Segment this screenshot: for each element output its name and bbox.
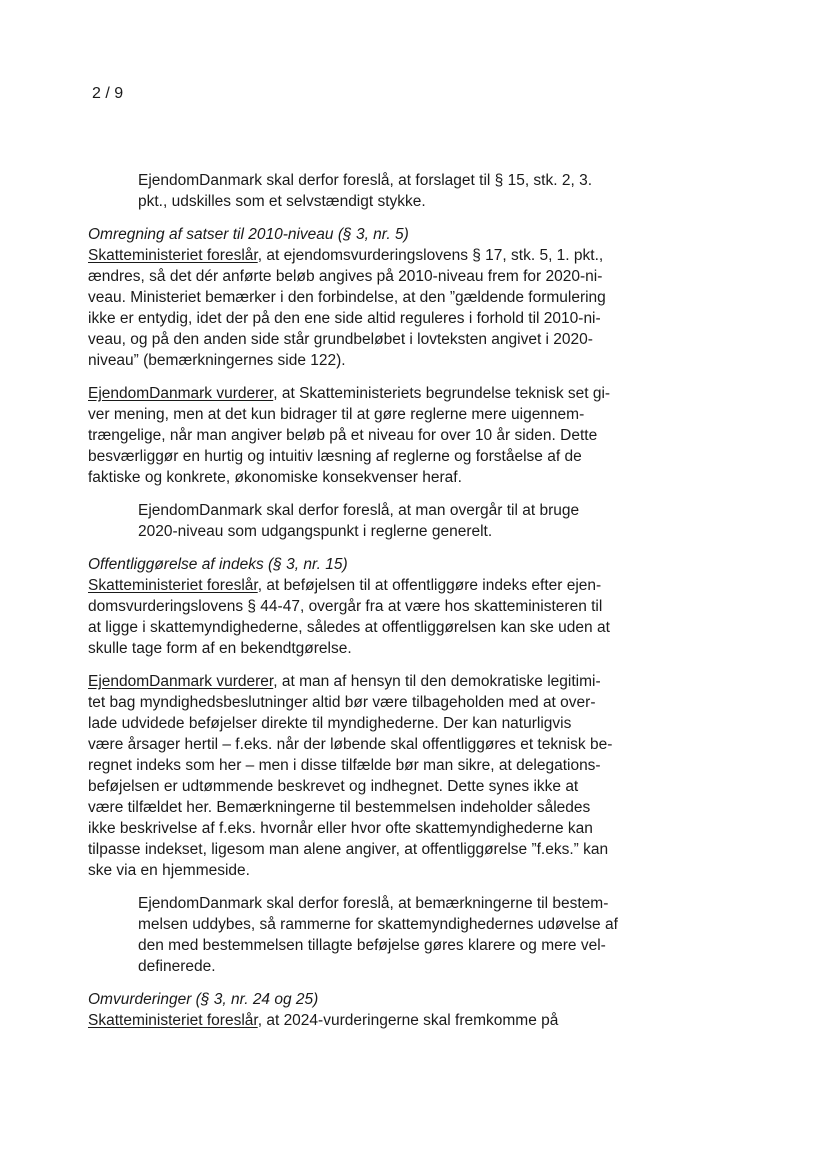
proposal-paragraph	[138, 500, 672, 542]
line-text: faktiske og konkrete, økonomiske konsekvenser heraf.	[88, 469, 462, 486]
line-text: 2020-niveau som udgangspunkt i reglerne generelt.	[138, 523, 493, 540]
text-line	[88, 266, 672, 287]
text-line	[88, 638, 672, 659]
page-number: 2 / 9	[92, 85, 124, 102]
line-text: lade udvidede beføjelser direkte til myndighederne. Der kan naturligvis	[88, 715, 572, 732]
underlined-lead: EjendomDanmark vurderer	[88, 673, 274, 690]
section	[88, 554, 672, 659]
text-line	[138, 935, 672, 956]
proposal-paragraph	[138, 893, 672, 977]
underlined-lead: EjendomDanmark vurderer	[88, 385, 274, 402]
line-text: trængelige, når man angiver beløb på et niveau for over 10 år siden. Dette	[88, 427, 598, 444]
paragraph	[88, 671, 672, 881]
section	[88, 989, 672, 1031]
section	[88, 224, 672, 371]
text-line	[88, 692, 672, 713]
line-text: være tilfældet her. Bemærkningerne til bestemmelsen indeholder således	[88, 799, 591, 816]
line-text: , at Skatteministeriets begrundelse teknisk set gi-	[273, 385, 611, 402]
text-line	[88, 776, 672, 797]
line-text: ikke beskrivelse af f.eks. hvornår eller hvor ofte skattemyndighederne kan	[88, 820, 593, 837]
line-text: den med bestemmelsen tillagte beføjelse gøres klarere og mere vel-	[138, 937, 606, 954]
underlined-lead: Skatteministeriet foreslår	[88, 247, 258, 264]
text-line	[88, 1010, 672, 1031]
line-text: besværliggør en hurtig og intuitiv læsning af reglerne og forståelse af de	[88, 448, 582, 465]
text-line	[88, 671, 672, 692]
text-line	[138, 893, 672, 914]
line-text: melsen uddybes, så rammerne for skattemyndighedernes udøvelse af	[138, 916, 618, 933]
text-line	[88, 446, 672, 467]
text-line	[138, 500, 672, 521]
text-line	[138, 956, 672, 977]
text-line	[88, 425, 672, 446]
line-text: ikke er entydig, idet der på den ene side altid reguleres i forhold til 2010-ni-	[88, 310, 601, 327]
section-heading: Offentliggørelse af indeks (§ 3, nr. 15)	[88, 556, 348, 573]
underlined-lead: Skatteministeriet foreslår	[88, 577, 258, 594]
text-line	[88, 575, 672, 596]
line-text: EjendomDanmark skal derfor foreslå, at forslaget til § 15, stk. 2, 3.	[138, 172, 593, 189]
text-line	[88, 308, 672, 329]
underlined-lead: Skatteministeriet foreslår	[88, 1012, 258, 1029]
text-line	[88, 287, 672, 308]
line-text: tilpasse indekset, ligesom man alene angiver, at offentliggørelse ”f.eks.” kan	[88, 841, 609, 858]
line-text: tet bag myndighedsbeslutninger altid bør være tilbageholden med at over-	[88, 694, 596, 711]
line-text: veau, og på den anden side står grundbeløbet i lovteksten angivet i 2020-	[88, 331, 593, 348]
text-line	[88, 404, 672, 425]
line-text: veau. Ministeriet bemærker i den forbindelse, at den ”gældende formulering	[88, 289, 606, 306]
text-line	[88, 245, 672, 266]
text-line	[88, 350, 672, 371]
paragraph	[88, 383, 672, 488]
line-text: definerede.	[138, 958, 216, 975]
line-text: niveau” (bemærkningernes side 122).	[88, 352, 346, 369]
text-line	[138, 521, 672, 542]
line-text: , at 2024-vurderingerne skal fremkomme på	[257, 1012, 559, 1029]
text-line	[88, 860, 672, 881]
line-text: regnet indeks som her – men i disse tilfælde bør man sikre, at delegations-	[88, 757, 601, 774]
proposal-paragraph	[138, 170, 672, 212]
text-line	[138, 191, 672, 212]
line-text: beføjelsen er udtømmende beskrevet og indhegnet. Dette synes ikke at	[88, 778, 579, 795]
line-text: at ligge i skattemyndighederne, således at offentliggørelsen kan ske uden at	[88, 619, 610, 636]
line-text: , at ejendomsvurderingslovens § 17, stk. 5, 1. pkt.,	[257, 247, 604, 264]
line-text: skulle tage form af en bekendtgørelse.	[88, 640, 352, 657]
section-heading: Omregning af satser til 2010-niveau (§ 3, nr. 5)	[88, 226, 409, 243]
text-line	[138, 914, 672, 935]
line-text: , at man af hensyn til den demokratiske legitimi-	[273, 673, 601, 690]
line-text: være årsager hertil – f.eks. når der løbende skal offentliggøres et teknisk be-	[88, 736, 613, 753]
line-text: , at beføjelsen til at offentliggøre indeks efter ejen-	[257, 577, 602, 594]
text-line	[88, 467, 672, 488]
text-line	[88, 755, 672, 776]
text-line	[138, 170, 672, 191]
line-text: EjendomDanmark skal derfor foreslå, at bemærkningerne til bestem-	[138, 895, 609, 912]
text-line	[88, 797, 672, 818]
text-line	[88, 713, 672, 734]
text-line	[88, 329, 672, 350]
text-line	[88, 818, 672, 839]
text-line	[88, 383, 672, 404]
text-line	[88, 839, 672, 860]
text-line	[88, 596, 672, 617]
line-text: ske via en hjemmeside.	[88, 862, 250, 879]
line-text: ændres, så det dér anførte beløb angives på 2010-niveau frem for 2020-ni-	[88, 268, 603, 285]
section-heading: Omvurderinger (§ 3, nr. 24 og 25)	[88, 991, 319, 1008]
line-text: pkt., udskilles som et selvstændigt stykke.	[138, 193, 426, 210]
line-text: domsvurderingslovens § 44-47, overgår fra at være hos skatteministeren til	[88, 598, 603, 615]
line-text: EjendomDanmark skal derfor foreslå, at man overgår til at bruge	[138, 502, 580, 519]
document-body	[88, 170, 672, 1043]
text-line	[88, 734, 672, 755]
line-text: ver mening, men at det kun bidrager til at gøre reglerne mere uigennem-	[88, 406, 585, 423]
text-line	[88, 617, 672, 638]
